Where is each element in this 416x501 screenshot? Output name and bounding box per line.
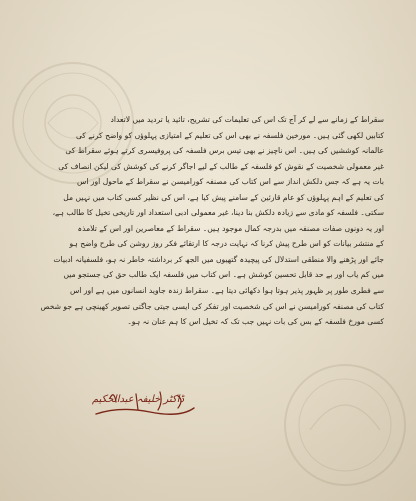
text-line: غیر معمولی شخصیت کے نقوش کو فلسفہ کے طالب کے لیے اجاگر کرنے کی کوشش کی لیکن انصاف کی (58, 161, 384, 171)
text-line: عالمانہ کوششیں کی ہیں۔ اس ناچیز نے بھی تیس برس فلسفہ کی پروفیسری کرتے ہوئے سقراط کی (65, 146, 384, 156)
author-signature: ڈاکٹر خلیفہ عبدالحکیم (92, 394, 185, 405)
text-line: کسی مورخ فلسفہ کے بس کی بات نہیں جب تک کہ تخیل اس کا ہم عنان نہ ہو۔ (127, 317, 384, 327)
text-line: سے فطری طور پر ظہور پذیر ہوتا ہوا دکھائی دیتا ہے۔ سقراط زندہ جاوید انسانوں میں ہے اور اس (70, 286, 384, 296)
text-line: سقراط کے زمانے سے لے کر آج تک اس کی تعلیمات کی تشریح، تائید یا تردید میں لاتعداد (110, 115, 384, 124)
text-line: اور یہ دونوں صفات مصنفہ میں بدرجہ کمال موجود ہیں۔ سقراط کے معاصرین اور اس کے تلامذہ (77, 223, 384, 233)
urdu-paragraph (32, 112, 384, 330)
text-line: سکتی۔ فلسفہ کو مادی سے زیادہ دلکش بنا دینا، غیر معمولی ادبی استعداد اور تاریخی تخیل کا طالب ہے، (52, 208, 384, 218)
text-line: کے منتشر بیانات کو اس طرح پیش کرنا کہ نہایت درجہ کا ارتقائے فکر روز روشن کی طرح واضح ہو (69, 239, 384, 249)
background-seal-watermark (280, 360, 410, 490)
text-line: کی تعلیم کے اہم پہلوؤں کو عام قارئین کے سامنے پیش کیا ہے، اس کی نظیر کسی کتاب میں نہیں مل (63, 192, 384, 202)
text-line: جائے اور پڑھنے والا منطقی استدلال کی پیچیدہ گتھیوں میں الجھ کر برداشتہ خاطر نہ ہو، فلسفیانہ ادبیات (53, 254, 384, 264)
text-line: کتابیں لکھی گئی ہیں۔ مورخین فلسفہ نے بھی اس کی تعلیم کے امتیازی پہلوؤں کو واضح کرنے کی (75, 130, 384, 140)
text-line: بات یہ ہے کہ جس دلکش انداز سے اس کتاب کی مصنفہ کورامیسن نے سقراط کے ماحول اور اس (77, 177, 384, 187)
text-line: میں کم یاب اور بے حد قابل تحسین کوشش ہے۔ اس کتاب میں فلسفہ ایک طالب حق کی جستجو میں (63, 270, 384, 280)
text-line: کتاب کی مصنفہ کورامیسن نے اس کی شخصیت اور تفکر کی ایسی جیتی جاگتی تصویر کھینچی ہے جو شخص (40, 301, 384, 311)
